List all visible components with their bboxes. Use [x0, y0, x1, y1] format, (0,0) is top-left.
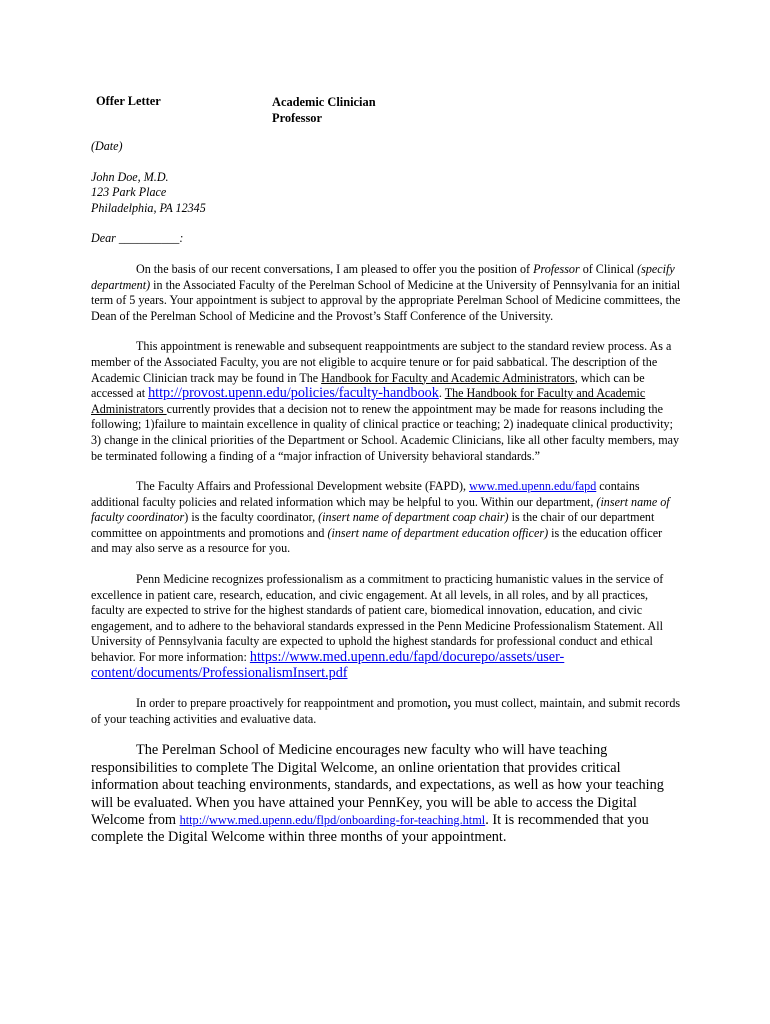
digital-welcome-link[interactable]: http://www.med.upenn.edu/flpd/onboarding-for-teaching.html [179, 813, 486, 828]
recipient-address [91, 170, 681, 217]
paragraph-professionalism: Penn Medicine recognizes professionalism as a commitment to practicing humanistic values in the service of excellence in patient care, research, education, and civic engagement. At all levels, in all roles, and by all practices, faculty are expected to strive for the highest standards of patient care, biomedical innovation, education, and civic engagement, and to adhere to the behavioral standards expressed in the Penn Medicine Professionalism Statement. All University of Pennsylvania faculty are expected to uphold the highest standards for professional conduct and ethical behavior. For more information: https://www.med.upenn.edu/fapd/docurepo/assets/user-content/documents/ProfessionalismInsert.pdf [91, 572, 664, 681]
paragraph-digital-welcome: The Perelman School of Medicine encourages new faculty who will have teaching responsibilities to complete The Digital Welcome, an online orientation that provides critical information about teaching environments, standards, and expectations, as well as how your teaching will be evaluated. When you have attained your PennKey, you will be able to access the Digital Welcome from http://www.med.upenn.edu/flpd/onboarding-for-teaching.html. It is recommended that you complete the Digital Welcome within three months of your appointment. [91, 742, 664, 846]
fapd-link[interactable]: www.med.upenn.edu/fapd [469, 479, 597, 494]
paragraph-appointment: On the basis of our recent conversations, I am pleased to offer you the position of Professor of Clinical (specify department) in the Associated Faculty of the Perelman School of Medicine at the University of Pennsylvania for an initial term of 5 years. Your appointment is subject to approval by the appropriate Perelman School of Medicine committees, the Dean of the Perelman School of Medicine and the Provost’s Staff Conference of the University. [91, 261, 681, 323]
letter-title: Offer Letter [96, 94, 161, 108]
professionalism-insert-link[interactable]: https://www.med.upenn.edu/fapd/docurepo/assets/user-content/documents/ProfessionalismInsert.pdf [91, 649, 565, 681]
recipient-street: 123 Park Place [91, 185, 167, 200]
recipient-name: John Doe, M.D. [91, 169, 169, 184]
track-line-1: Academic Clinician [272, 95, 376, 109]
salutation: Dear __________: [91, 231, 184, 246]
letter-header [91, 92, 681, 125]
paragraph-renewal: This appointment is renewable and subsequent reappointments are subject to the standard review process. As a member of the Associated Faculty, you are not eligible to acquire tenure or for paid sabbatical. The description of the Academic Clinician track may be found in The Handbook for Faculty and Academic Administrators, which can be accessed at http://provost.upenn.edu/policies/faculty-handbook. The Handbook for Faculty and Academic Administrators currently provides that a decision not to renew the appointment may be made for reasons including the following; 1)failure to maintain excellence in quality of clinical practice or teaching; 2) inadequate clinical productivity; 3) change in the clinical priorities of the Department or School. Academic Clinicians, like all other faculty members, may be terminated following a finding of a “major infraction of University behavioral standards.” [91, 339, 680, 463]
track-title [272, 94, 376, 126]
offer-letter-document [91, 92, 681, 847]
paragraph-fapd: The Faculty Affairs and Professional Development website (FAPD), www.med.upenn.edu/fapd contains additional faculty policies and related information which may be helpful to you. Within our department, (insert name of faculty coordinator) is the faculty coordinator, (insert name of department coap chair) is the chair of our department committee on appointments and promotions and (insert name of department education officer) is the education officer and may also serve as a resource for you. [91, 479, 670, 556]
track-line-2: Professor [272, 111, 323, 125]
recipient-city: Philadelphia, PA 12345 [91, 200, 206, 215]
handbook-reference: Handbook for Faculty and Academic Administrators [321, 370, 575, 385]
faculty-handbook-link[interactable]: http://provost.upenn.edu/policies/faculty-handbook [148, 385, 439, 402]
handbook-reference-2: The Handbook for Faculty and Academic Administrators [91, 386, 646, 416]
paragraph-reappointment: In order to prepare proactively for reappointment and promotion, you must collect, maintain, and submit records of your teaching activities and evaluative data. [91, 696, 681, 726]
date-placeholder: (Date) [91, 139, 123, 153]
